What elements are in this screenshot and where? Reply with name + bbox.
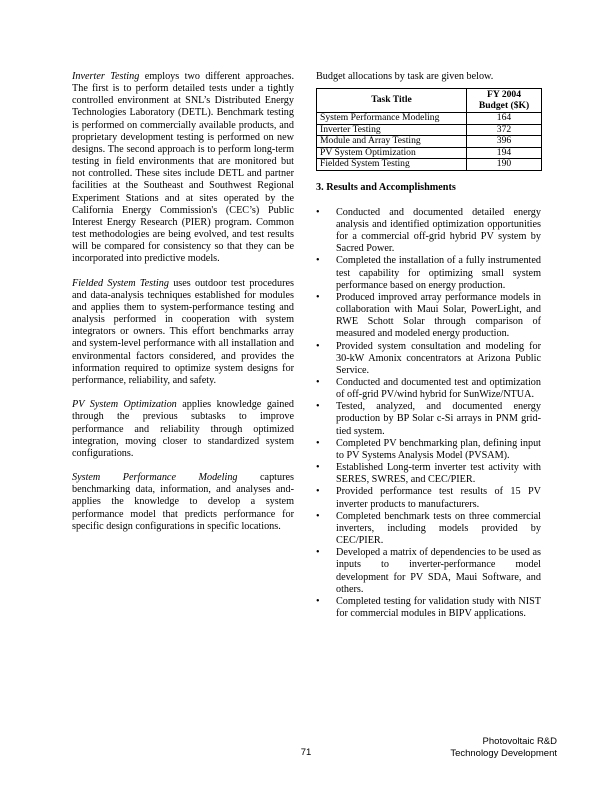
bullet-icon: •	[316, 437, 320, 449]
right-column	[316, 71, 541, 620]
table-row	[317, 124, 542, 136]
list-item	[316, 255, 541, 291]
list-item	[316, 596, 541, 620]
term-fielded-system-testing: Fielded System Testing	[72, 277, 169, 289]
bullet-icon: •	[316, 206, 320, 218]
left-column	[72, 71, 294, 545]
header-budget	[467, 89, 542, 113]
page-number: 71	[300, 747, 312, 758]
task-cell: System Performance Modeling	[317, 113, 467, 125]
list-item	[316, 401, 541, 437]
list-item	[316, 207, 541, 256]
list-item-text: Provided system consultation and modeling for 30-kW Amonix concentrators at Arizona Public Service.	[336, 340, 541, 376]
budget-cell: 190	[467, 159, 542, 171]
bullet-icon: •	[316, 547, 320, 559]
paragraph-system-performance-modeling	[72, 472, 294, 533]
budget-cell: 164	[467, 113, 542, 125]
list-item-text: Conducted and documented test and optimization of off-grid PV/wind hybrid for SunWize/NTUA.	[336, 377, 541, 401]
paragraph-pv-system-optimization	[72, 399, 294, 460]
task-cell: Module and Array Testing	[317, 136, 467, 148]
header-task-title: Task Title	[317, 89, 467, 113]
list-item-text: Provided performance test results of 15 PV inverter products to manufacturers.	[336, 486, 541, 510]
paragraph-text: employs two different approaches. The first is to perform detailed tests under a tightly controlled environment at SNL’s Distributed Energy Technologies Laboratory (DETL). Benchmark testing is performed on commercially available products, and proprietary development testing is performed on new designs. The second approach is to perform long-term testing in field environments that are monitored but not controlled. These sites include DETL and partner facilities at the Southeast and Southwest Regional Experiment Stations and at sites operated by the California Energy Commission's (CEC’s) Public Interest Energy Research (PIER) program. Common test methodologies are being evolved, and test results will be compared for consistency so that they can be incorporated into predictive models.	[72, 71, 295, 265]
term-pv-system-optimization: PV System Optimization	[72, 399, 177, 411]
paragraph-inverter-testing	[72, 71, 294, 266]
bullet-icon: •	[316, 486, 320, 498]
term-inverter-testing: Inverter Testing	[72, 71, 140, 82]
budget-table-header	[317, 89, 542, 113]
list-item	[316, 462, 541, 486]
list-item	[316, 511, 541, 547]
bullet-icon: •	[316, 377, 320, 388]
budget-table	[316, 88, 542, 171]
list-item-text: Completed PV benchmarking plan, defining input to PV Systems Analysis Model (PVSAM).	[336, 437, 541, 461]
bullet-icon: •	[316, 510, 320, 522]
task-cell: PV System Optimization	[317, 147, 467, 159]
header-budget-year: FY 2004	[486, 89, 522, 101]
list-item	[316, 377, 541, 401]
header-budget-unit: Budget ($K)	[478, 99, 530, 111]
table-row	[317, 113, 542, 125]
list-item-text: Developed a matrix of dependencies to be used as inputs to inverter-performance model development for PV SDA, Maui Software, and others.	[336, 547, 541, 595]
list-item	[316, 547, 541, 596]
list-item	[316, 486, 541, 510]
footer-line-2: Technology Development	[450, 747, 557, 759]
list-item-text: Established Long-term inverter test activity with SERES, SWRES, and CEC/PIER.	[336, 462, 541, 486]
bullet-icon: •	[316, 401, 320, 413]
bullet-icon: •	[316, 462, 320, 474]
paragraph-text: uses outdoor test procedures and data-analysis techniques established for modules and applies them to system-performance testing and analysis performed in cooperation with system integrators or owners. This effort benchmarks array and system-level performance with all installation and environmental factors considered, and provides the information required to optimize system designs for performance, reliability, and safety.	[72, 277, 294, 386]
footer-title	[450, 736, 557, 759]
task-cell: Fielded System Testing	[317, 159, 467, 171]
budget-cell: 396	[467, 136, 542, 148]
list-item	[316, 341, 541, 377]
footer-line-1: Photovoltaic R&D	[482, 736, 557, 747]
accomplishments-list	[316, 207, 541, 620]
budget-cell: 372	[467, 124, 542, 136]
table-row	[317, 136, 542, 148]
table-row	[317, 159, 542, 171]
list-item-text: Produced improved array performance models in collaboration with Maui Solar, PowerLight, and RWE Schott Solar through comparison of measured and modeled energy production.	[336, 291, 541, 340]
table-row	[317, 147, 542, 159]
paragraph-text: captures benchmarking data, information, and analyses and-applies the knowledge to develop a system performance model that predicts performance for specific design configurations in specific locations.	[72, 472, 294, 532]
list-item-text: Completed benchmark tests on three commercial inverters, including models provided by CEC/PIER.	[336, 510, 541, 547]
list-item	[316, 292, 541, 341]
budget-cell: 194	[467, 147, 542, 159]
paragraph-fielded-system-testing	[72, 278, 294, 387]
bullet-icon: •	[316, 291, 320, 303]
budget-intro: Budget allocations by task are given below.	[316, 71, 494, 82]
term-system-performance-modeling: System Performance Modeling	[72, 472, 238, 484]
bullet-icon: •	[316, 340, 320, 352]
list-item	[316, 438, 541, 462]
bullet-icon: •	[316, 595, 320, 607]
paragraph-text: applies knowledge gained through the previous subtasks to improve performance and reliability through optimized integration, moving closer to standardized system configurations.	[72, 399, 294, 459]
list-item-text: Completed testing for validation study with NIST for commercial modules in BIPV applications.	[336, 595, 541, 619]
list-item-text: Conducted and documented detailed energy analysis and identified optimization opportunities for a commercial off-grid hybrid PV system by Sacred Power.	[336, 206, 541, 255]
section-heading: 3. Results and Accomplishments	[316, 181, 456, 193]
bullet-icon: •	[316, 255, 320, 267]
task-cell: Inverter Testing	[317, 124, 467, 136]
list-item-text: Completed the installation of a fully instrumented test capability for optimizing small system performance based on energy production.	[336, 255, 541, 291]
list-item-text: Tested, analyzed, and documented energy production by BP Solar c-Si arrays in PNM grid-tied system.	[336, 401, 541, 437]
